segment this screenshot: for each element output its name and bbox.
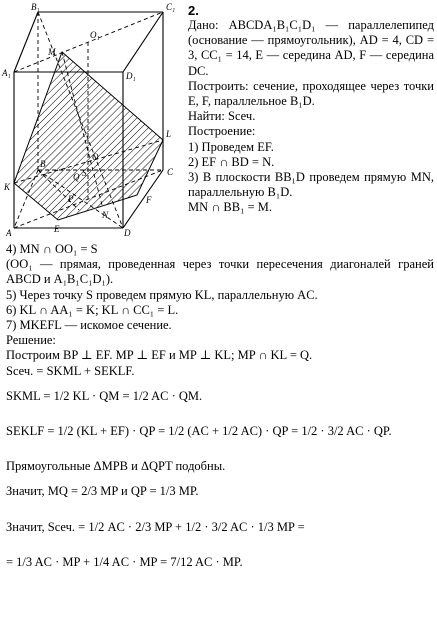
similarity-text: Прямоугольные ΔMPB и ΔQPT подобны. (6, 459, 226, 474)
parallelepiped-drawing (0, 0, 185, 240)
solution-title: Решение: (6, 333, 56, 348)
label-k: K (4, 182, 11, 192)
label-n: N (102, 210, 109, 220)
formula-ratios: Значит, MQ = 2/3 MP и QP = 1/3 MP. (6, 484, 199, 499)
label-s: S (82, 168, 87, 178)
label-l: L (166, 129, 172, 139)
step-6: 6) KL ∩ AA₁ = K; KL ∩ CC₁ = L. (6, 302, 179, 317)
label-f: F (146, 195, 152, 205)
step-2: 2) EF ∩ BD = N. (188, 154, 275, 169)
parallelepiped-figure (0, 0, 185, 240)
label-m: M (48, 47, 56, 57)
step-1: 1) Проведем EF. (188, 139, 274, 154)
label-c1: C₁ (166, 2, 176, 12)
formula-seklf: SEKLF = 1/2 (KL + EF) · QP = 1/2 (AC + 1/2 AC) · QP = 1/2 · 3/2 AC · QP. (6, 424, 392, 439)
task-text: Построить: сечение, проходящее через точки E, F, параллельное B₁D. (188, 78, 434, 109)
construction-title: Построение: (188, 124, 256, 139)
step-7: 7) MKEFL — искомое сечение. (6, 318, 172, 333)
label-a: A (6, 228, 12, 238)
label-a1: A₁ (2, 68, 11, 78)
label-d: D (124, 228, 131, 238)
label-q: Q (73, 172, 80, 182)
solution-body (6, 242, 434, 570)
step-4: 4) MN ∩ OO₁ = S (6, 242, 98, 256)
solution-line-1: Построим BP ⊥ EF. MP ⊥ EF и MP ⊥ KL; MP ∩ KL = Q. (6, 348, 313, 363)
label-b: B (40, 159, 46, 169)
formula-result: = 1/3 AC · MP + 1/4 AC · MP = 7/12 AC · MP. (6, 554, 243, 569)
step-5: 5) Через точку S проведем прямую KL, параллельную AC. (6, 287, 318, 302)
formula-skml: SKML = 1/2 KL · QM = 1/2 AC · QM. (6, 388, 203, 403)
step-3: 3) В плоскости BB₁D проведем прямую MN, параллельную B₁D. (188, 170, 434, 200)
problem-number: 2. (188, 3, 199, 18)
problem-statement (188, 18, 434, 216)
section-polygon (14, 52, 163, 220)
label-o1: O₁ (90, 30, 100, 40)
given-text: Дано: ABCDA₁B₁C₁D₁ — параллелепипед (основание — прямоугольник), AD = 4, CD = 3, CC₁ = 14, E — середина AD, F — середина DC. (188, 18, 434, 78)
label-d1: D₁ (126, 71, 136, 81)
step-4-note: (OO₁ — прямая, проведенная через точки пересечения диагоналей граней ABCD и A₁B₁C₁D₁). (6, 257, 434, 287)
label-b1: B₁ (31, 2, 40, 12)
find-text: Найти: Sсеч. (188, 109, 256, 124)
formula-area: Значит, Sсеч. = 1/2 AC · 2/3 MP + 1/2 · 3/2 AC · 1/3 MP = (6, 519, 305, 534)
label-c: C (167, 167, 174, 177)
step-3b: MN ∩ BB₁ = M. (188, 200, 272, 215)
label-e: E (54, 224, 60, 234)
label-p: P (68, 194, 74, 204)
label-o: O (92, 152, 99, 162)
solution-line-2: Sсеч. = SKML + SEKLF. (6, 363, 135, 378)
